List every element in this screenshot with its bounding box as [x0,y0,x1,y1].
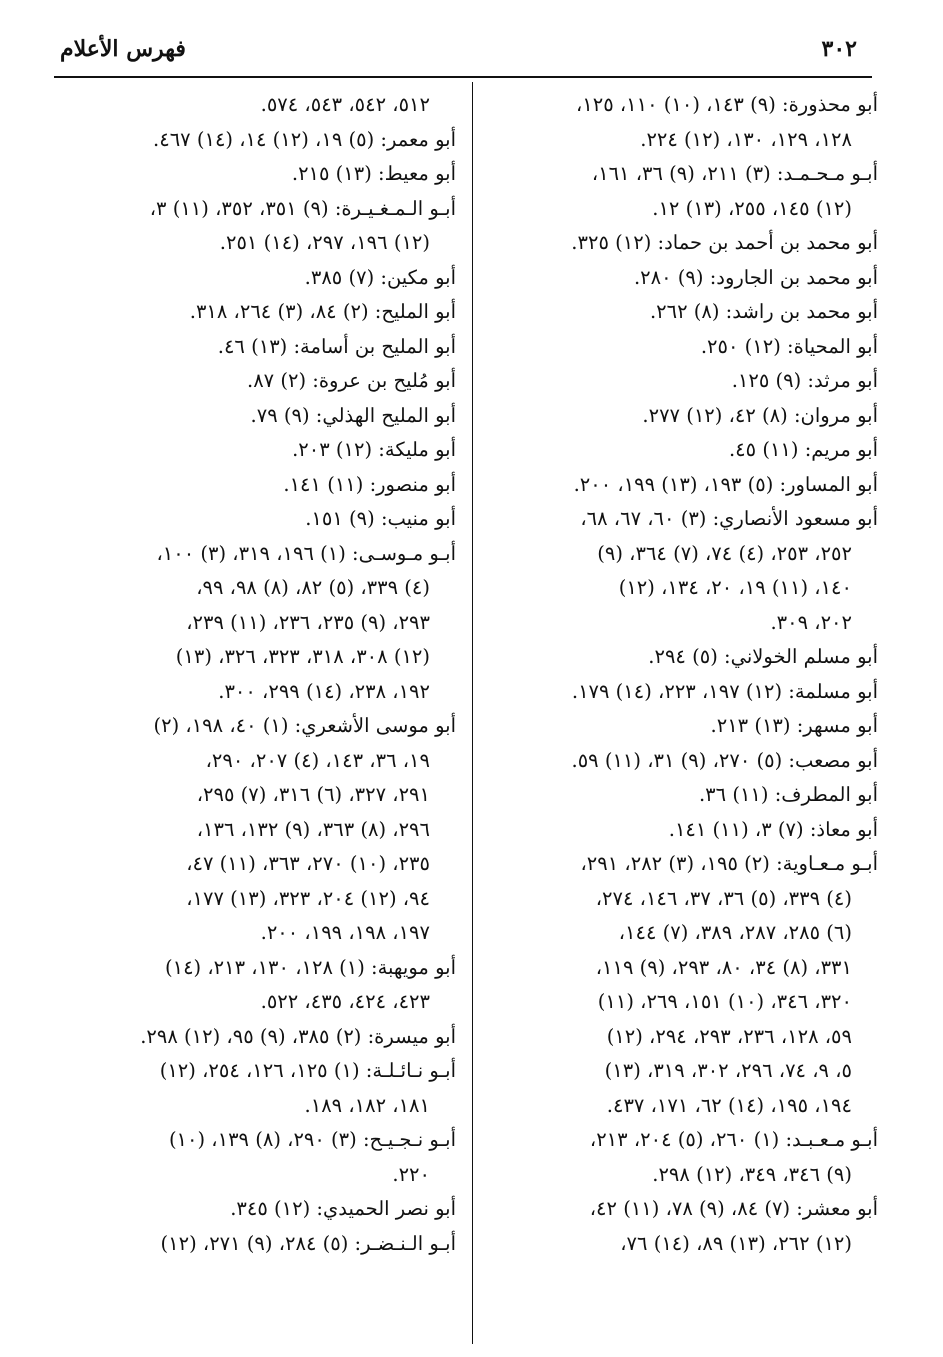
index-entry-continuation: ٢٢٠. [392,1162,430,1186]
index-entry-continuation: (٦) ٢٨٥، ٢٨٧، ٣٨٩، (٧) ١٤٤، [618,921,852,944]
index-entry-continuation: ٩٤، (١٢) ٢٠٤، ٣٢٣، (١٣) ١٧٧، [186,886,430,910]
index-entry-continuation: ١٩، ٣٦، ١٤٣، (٤) ٢٠٧، ٢٩٠، [205,748,430,772]
index-entry: أبو محذورة: (٩) ١٤٣، (١٠) ١١٠، ١٢٥، [575,93,878,116]
index-entry: أبـو مـحـمـد: (٣) ٢١١، (٩) ٣٦، ١٦١، [591,162,878,185]
index-entry-continuation: ٥٩، ١٢٨، ٢٣٦، ٢٩٣، ٢٩٤، (١٢) [606,1024,852,1048]
index-entry: أبو معشر: (٧) ٨٤، (٩) ٧٨، (١١) ٤٢، [589,1197,878,1220]
index-entry-continuation: (١٢) ١٤٥، ٢٥٥، (١٣) ١٢. [652,196,852,220]
index-entry: أبـو مـوسـى: (١) ١٩٦، ٣١٩، (٣) ١٠٠، [156,541,456,565]
index-entry: أبو محمد بن الجارود: (٩) ٢٨٠. [633,265,878,289]
index-entry: أبو مويهبة: (١) ١٢٨، ١٣٠، ٢١٣، (١٤) [164,955,456,979]
index-entry-continuation: ٢٥٢، ٢٥٣، (٤) ٧٤، (٧) ٣٦٤، (٩) [597,541,852,565]
index-column-left [80,88,456,1261]
index-entry: أبو مصعب: (٥) ٢٧٠، (٩) ٣١، (١١) ٥٩. [571,748,878,772]
index-entry: أبو المليح بن أسامة: (١٣) ٤٦. [217,334,456,358]
index-entry-continuation: ٣٢٠، ٣٤٦، (١٠) ١٥١، ٢٦٩، (١١) [597,990,852,1013]
index-entry: أبو محمد بن راشد: (٨) ٢٦٢. [649,300,878,323]
index-entry: أبو ميسرة: (٢) ٣٨٥، (٩) ٩٥، (١٢) ٢٩٨. [140,1024,456,1048]
index-entry: أبو مكين: (٧) ٣٨٥. [304,265,456,289]
index-entry: أبو مُليح بن عروة: (٢) ٨٧. [246,369,456,392]
index-entry-continuation: ٢٩٣، (٩) ٢٣٥، ٢٣٦، (١١) ٢٣٩، [186,610,430,634]
index-entry-continuation: (٤) ٣٣٩، (٥) ٨٢، (٨) ٩٨، ٩٩، [196,576,430,599]
index-entry-continuation: ١٢٨، ١٢٩، ١٣٠، (١٢) ٢٢٤. [640,127,852,151]
index-entry-continuation: (١٢) ١٩٦، ٢٩٧، (١٤) ٢٥١. [219,231,430,254]
index-entry-continuation: ١٩٤، ١٩٥، (١٤) ٦٢، ١٧١، ٤٣٧. [606,1093,852,1117]
index-entry: أبـو الـمـغـيـرة: (٩) ٣٥١، ٣٥٢، (١١) ٣، [149,196,456,220]
index-entry: أبو معيط: (١٣) ٢١٥. [291,162,456,185]
index-entry: أبو نصر الحميدي: (١٢) ٣٤٥. [230,1197,456,1220]
index-entry: أبو منصور: (١١) ١٤١. [283,472,456,496]
index-entry: أبو مروان: (٨) ٤٢، (١٢) ٢٧٧. [642,403,878,427]
index-entry: أبو محمد بن أحمد بن حماد: (١٢) ٣٢٥. [571,231,878,254]
index-entry: أبـو نـجـيـح: (٣) ٢٩٠، (٨) ١٣٩، (١٠) [168,1128,456,1151]
index-column-right [482,88,878,1261]
index-entry: أبو المساور: (٥) ١٩٣، (١٣) ١٩٩، ٢٠٠. [573,472,878,496]
index-entry: أبو منيب: (٩) ١٥١. [305,507,456,530]
index-entry: أبو المحياة: (١٢) ٢٥٠. [700,334,878,358]
index-entry-continuation: ٤٢٣، ٤٢٤، ٤٣٥، ٥٢٢. [260,990,430,1013]
index-entry: أبو معاذ: (٧) ٣، (١١) ١٤١. [668,817,878,841]
index-entry: أبو مسهر: (١٣) ٢١٣. [710,714,878,737]
index-entry: أبو معمر: (٥) ١٩، (١٢) ١٤، (١٤) ٤٦٧. [153,127,456,151]
index-entry: أبو مريم: (١١) ٤٥. [728,438,878,461]
header-rule [54,76,872,78]
page-number: ٣٠٢ [821,36,857,62]
index-entry-continuation: (٩) ٣٤٦، ٣٤٩، (١٢) ٢٩٨. [652,1162,852,1186]
index-entry-continuation: ١٩٢، ٢٣٨، (١٤) ٢٩٩، ٣٠٠. [218,679,430,703]
index-entry-continuation: ٢٩١، ٣٢٧، (٦) ٣١٦، (٧) ٢٩٥، [196,783,430,806]
index-entry: أبـو مـعـبـد: (١) ٢٦٠، (٥) ٢٠٤، ٢١٣، [589,1128,878,1151]
index-entry-continuation: (٤) ٣٣٩، (٥) ٣٦، ٣٧، ١٤٦، ٢٧٤، [595,886,852,910]
index-entry-continuation: ١٤٠، (١١) ١٩، ٢٠، ١٣٤، (١٢) [618,576,852,599]
index-entry: أبو موسى الأشعري: (١) ٤٠، ١٩٨، (٢) [153,714,456,737]
index-entry-continuation: ٢٣٥، (١٠) ٢٧٠، ٣٦٣، (١١) ٤٧، [186,852,430,875]
index-entry-continuation: ٣٣١، (٨) ٣٤، ٨٠، ٢٩٣، (٩) ١١٩، [595,955,852,979]
index-entry-continuation: ١٨١، ١٨٢، ١٨٩. [304,1093,430,1117]
column-divider [472,82,473,1344]
index-entry: أبو مرثد: (٩) ١٢٥. [731,369,878,392]
index-entry-continuation: ٢٩٦، (٨) ٣٦٣، (٩) ١٣٢، ١٣٦، [196,817,430,841]
index-entry: أبو مليكة: (١٢) ٢٠٣. [292,438,456,461]
index-entry-continuation: (١٢) ٢٦٢، (١٣) ٨٩، (١٤) ٧٦، [620,1231,852,1255]
index-entry: أبو مسلمة: (١٢) ١٩٧، ٢٢٣، (١٤) ١٧٩. [571,679,878,703]
index-entry-continuation: ٥١٢، ٥٤٢، ٥٤٣، ٥٧٤. [260,93,430,116]
index-entry: أبـو نـائـلـة: (١) ١٢٥، ١٢٦، ٢٥٤، (١٢) [159,1059,456,1082]
index-entry-continuation: ٥، ٩، ٧٤، ٢٩٦، ٣٠٢، ٣١٩، (١٣) [604,1059,852,1082]
index-entry: أبو المليح: (٢) ٨٤، (٣) ٢٦٤، ٣١٨. [189,300,456,323]
index-entry-continuation: ١٩٧، ١٩٨، ١٩٩، ٢٠٠. [260,921,430,944]
index-entry: أبـو الـنـضـر: (٥) ٢٨٤، (٩) ٢٧١، (١٢) [160,1231,456,1255]
index-entry: أبو مسلم الخولاني: (٥) ٢٩٤. [648,645,878,668]
index-entry-continuation: ٢٠٢، ٣٠٩. [770,610,852,634]
index-entry: أبـو مـعـاوية: (٢) ١٩٥، (٣) ٢٨٢، ٢٩١، [580,852,878,875]
index-entry: أبو المطرف: (١١) ٣٦. [698,783,878,806]
running-title: فهرس الأعلام [60,36,186,62]
index-entry-continuation: (١٢) ٣٠٨، ٣١٨، ٣٢٣، ٣٢٦، (١٣) [175,645,430,668]
index-entry: أبو مسعود الأنصاري: (٣) ٦٠، ٦٧، ٦٨، [580,507,878,530]
index-entry: أبو المليح الهذلي: (٩) ٧٩. [250,403,456,427]
